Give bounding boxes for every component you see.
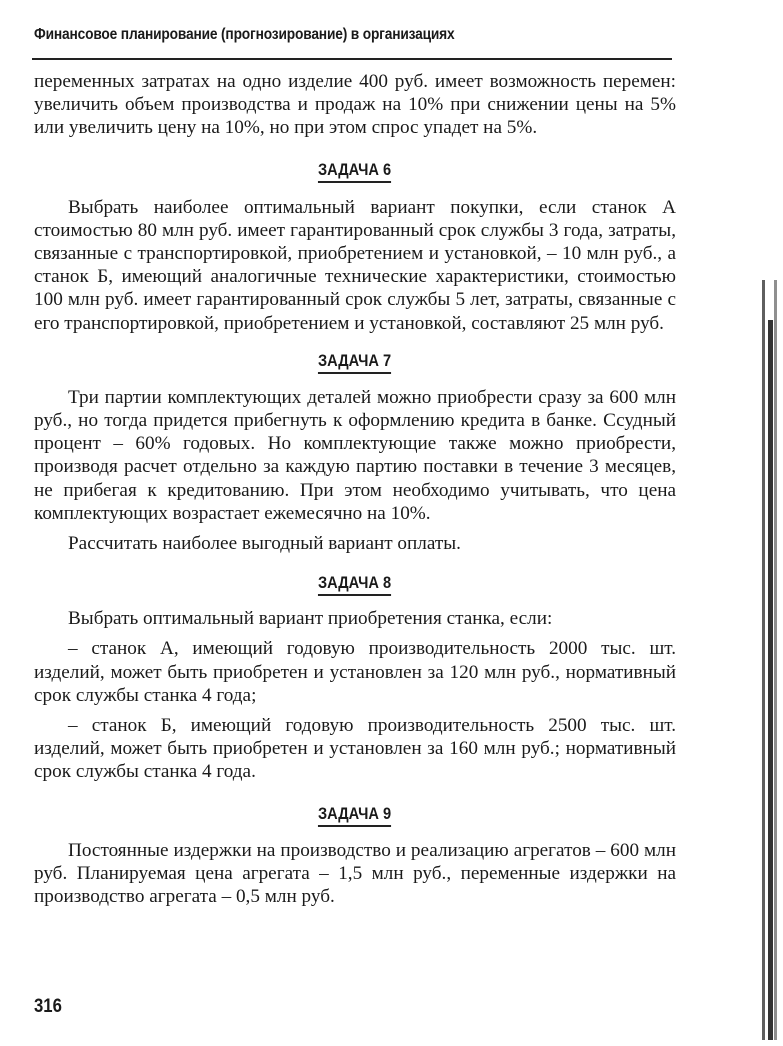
header-rule [32,58,672,60]
running-head: Финансовое планирование (прогнозирование) в организациях [34,26,455,43]
intro-paragraph: переменных затратах на одно изделие 400 руб. имеет возможность перемен: увеличить объем производства и продаж на 10% при снижении цены на 5% или увеличить цену на 10%, но при этом спрос упадет на 5%. [34,71,676,139]
task-7-question: Рассчитать наиболее выгодный вариант оплаты. [68,533,461,555]
page-content [34,70,676,908]
task-6-heading: ЗАДАЧА 6 [318,160,391,183]
task-8-heading: ЗАДАЧА 8 [318,573,391,596]
task-8-item-b: – станок Б, имеющий годовую производительность 2500 тыс. шт. изделий, может быть приобретен и установлен за 160 млн руб.; нормативный срок службы станка 4 года. [34,715,676,783]
task-8-item-a: – станок А, имеющий годовую производительность 2000 тыс. шт. изделий, может быть приобретен и установлен за 120 млн руб., нормативный срок службы станка 4 года; [34,638,676,706]
task-8-lead: Выбрать оптимальный вариант приобретения станка, если: [68,608,553,630]
page-number: 316 [34,996,62,1017]
task-6-text: Выбрать наиболее оптимальный вариант покупки, если станок А стоимостью 80 млн руб. имеет гарантированный срок службы 3 года, затраты, связанные с транспортировкой, приобретением и установкой, – 10 млн руб., а станок Б, имеющий аналогичные технические характеристики, стоимостью 100 млн руб. имеет гарантированный срок службы 5 лет, затраты, связанные с его транспортировкой, приобретением и установкой, составляют 25 млн руб. [34,196,676,334]
task-9-text: Постоянные издержки на производство и реализацию агрегатов – 600 млн руб. Планируемая цена агрегата – 1,5 млн руб., переменные издержки на производство агрегата – 0,5 млн руб. [34,839,676,908]
task-7-heading: ЗАДАЧА 7 [318,351,391,374]
scan-edge-shadow [758,280,778,1040]
task-9-heading: ЗАДАЧА 9 [318,804,391,827]
task-7-text: Три партии комплектующих деталей можно приобрести сразу за 600 млн руб., но тогда придется прибегнуть к оформлению кредита в банке. Ссудный процент – 60% годовых. Но комплектующие также можно приобрести, производя расчет отдельно за каждую партию поставки в течение 3 месяцев, не прибегая к кредитованию. При этом необходимо учитывать, что цена комплектующих возрастает ежемесячно на 10%. [34,386,676,524]
